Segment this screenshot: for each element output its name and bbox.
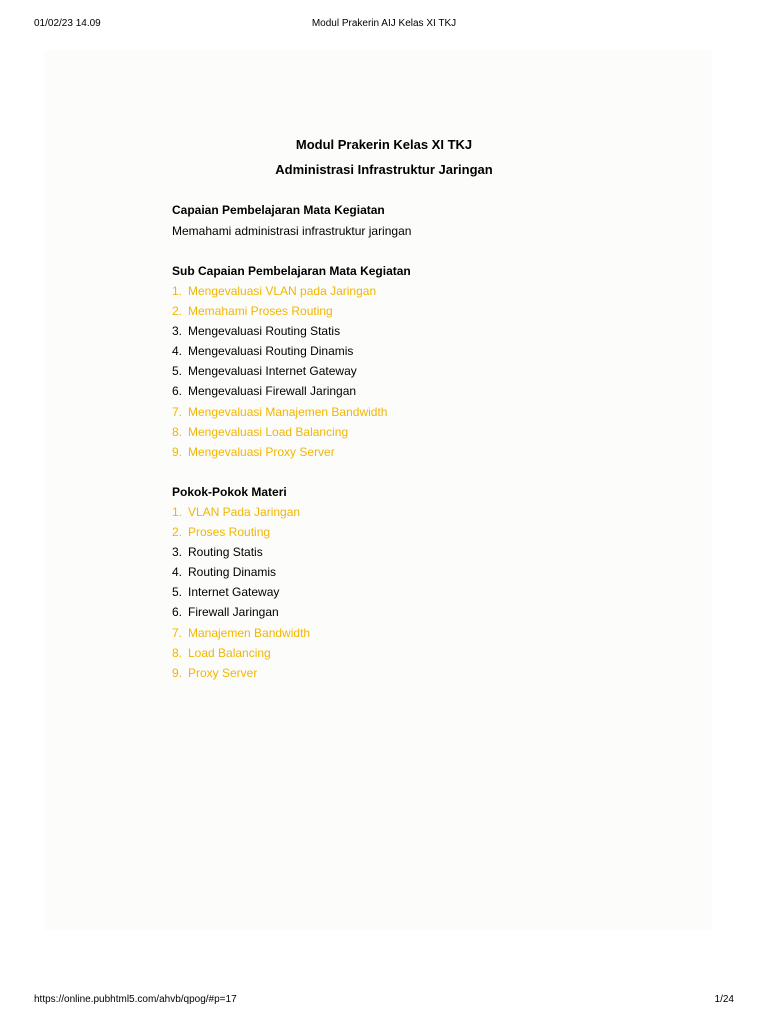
list-item-text: Mengevaluasi Internet Gateway [188, 364, 357, 379]
list-item [172, 582, 310, 602]
list-item-text: Mengevaluasi VLAN pada Jaringan [188, 284, 377, 298]
list-item [172, 301, 387, 321]
list-item-number: 6. [172, 384, 183, 399]
list-item-text: Mengevaluasi Manajemen Bandwidth [188, 404, 388, 419]
list-item [172, 402, 387, 422]
list-item-number: 2. [172, 304, 183, 319]
list-item-text: Mengevaluasi Firewall Jaringan [188, 384, 357, 399]
print-footer-url: https://online.pubhtml5.com/ahvb/qpog/#p=17 [34, 994, 237, 1005]
list-item [172, 422, 387, 442]
list-item-number: 5. [172, 364, 183, 379]
list-item-text: Proxy Server [188, 665, 258, 680]
list-item-text: Mengevaluasi Proxy Server [188, 444, 335, 459]
list-item [172, 502, 310, 522]
list-item-number: 1. [172, 505, 183, 519]
list-item-number: 2. [172, 525, 183, 540]
print-header-datetime: 01/02/23 14.09 [34, 18, 101, 29]
list-item [172, 623, 310, 643]
document-subtitle: Administrasi Infrastruktur Jaringan [275, 162, 493, 177]
list-item-text: Proses Routing [188, 525, 271, 540]
list-item [172, 321, 387, 341]
list-item-number: 5. [172, 585, 183, 600]
list-item-text: Manajemen Bandwidth [188, 625, 311, 640]
list-item [172, 542, 310, 562]
list-item [172, 602, 310, 622]
list-item [172, 643, 310, 663]
list-item [172, 341, 387, 361]
list-item-number: 7. [172, 404, 183, 419]
section-heading-capaian: Capaian Pembelajaran Mata Kegiatan [172, 203, 385, 217]
list-item-number: 8. [172, 645, 183, 660]
list-item [172, 663, 310, 683]
pokok-materi-list [172, 502, 310, 683]
list-item-text: Internet Gateway [188, 585, 280, 600]
print-footer-page: 1/24 [714, 994, 734, 1005]
list-item-number: 4. [172, 344, 183, 359]
list-item [172, 562, 310, 582]
list-item-number: 6. [172, 605, 183, 620]
list-item [172, 522, 310, 542]
section-heading-pokok-materi: Pokok-Pokok Materi [172, 485, 287, 499]
list-item-number: 4. [172, 565, 183, 580]
list-item-text: Firewall Jaringan [188, 605, 279, 620]
list-item-number: 1. [172, 284, 183, 298]
section-text-capaian: Memahami administrasi infrastruktur jaringan [172, 224, 412, 238]
document-page [44, 50, 712, 930]
list-item-number: 3. [172, 545, 183, 560]
print-header-title: Modul Prakerin AIJ Kelas XI TKJ [311, 18, 457, 29]
list-item-text: Mengevaluasi Routing Statis [188, 324, 341, 339]
list-item [172, 281, 387, 301]
list-item-text: Memahami Proses Routing [188, 304, 333, 319]
list-item [172, 361, 387, 381]
list-item [172, 442, 387, 462]
section-heading-sub-capaian: Sub Capaian Pembelajaran Mata Kegiatan [172, 264, 411, 278]
list-item-number: 9. [172, 444, 183, 459]
sub-capaian-list [172, 281, 387, 462]
list-item-text: Mengevaluasi Routing Dinamis [188, 344, 354, 359]
list-item-text: Load Balancing [188, 645, 271, 660]
list-item-number: 9. [172, 665, 183, 680]
list-item-number: 7. [172, 625, 183, 640]
list-item-text: Routing Dinamis [188, 565, 277, 580]
list-item-number: 8. [172, 424, 183, 439]
list-item-text: Routing Statis [188, 545, 263, 560]
list-item [172, 381, 387, 401]
list-item-text: Mengevaluasi Load Balancing [188, 424, 349, 439]
list-item-number: 3. [172, 324, 183, 339]
list-item-text: VLAN Pada Jaringan [188, 505, 301, 519]
document-title: Modul Prakerin Kelas XI TKJ [295, 137, 473, 152]
